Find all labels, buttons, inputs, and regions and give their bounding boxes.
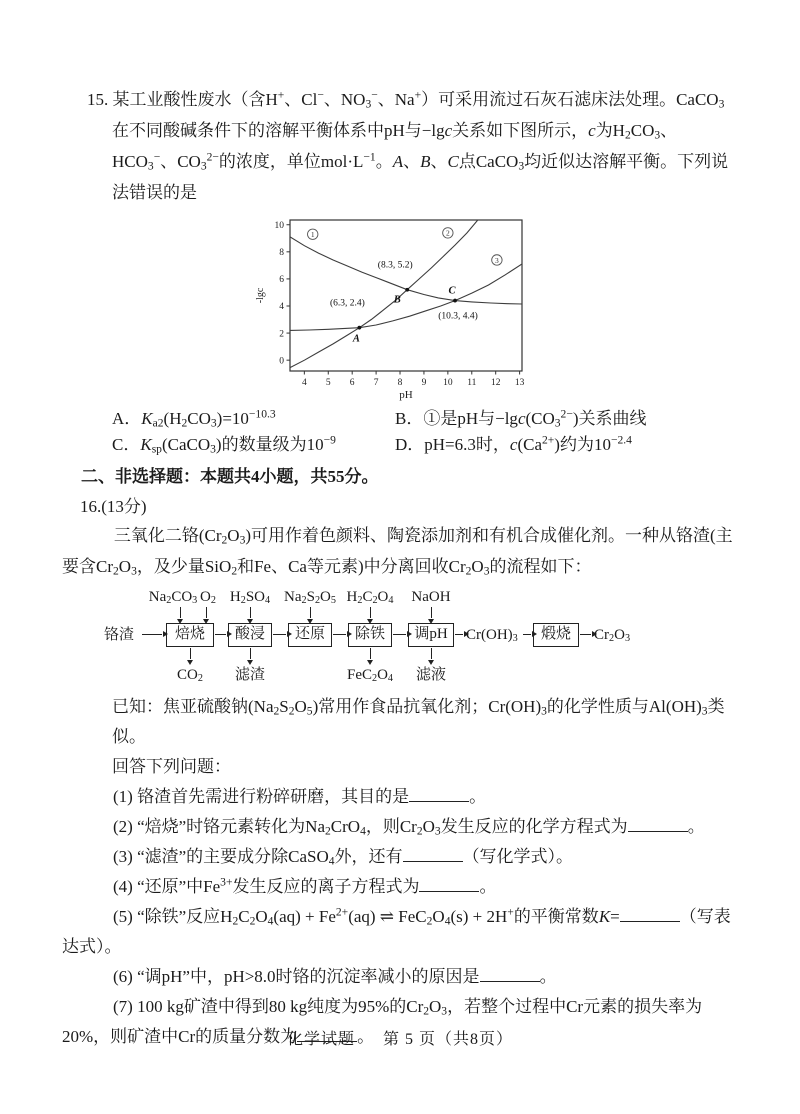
svg-text:0: 0: [279, 356, 284, 367]
flow-intermediate-label: $Cr(OH)_3$: [466, 627, 518, 645]
svg-text:6: 6: [349, 378, 355, 388]
flow-step-calcination: 煅烧: [533, 623, 579, 647]
flow-right-arrow: [215, 634, 226, 635]
svg-text:10: 10: [443, 378, 453, 388]
svg-text:(8.3, 5.2): (8.3, 5.2): [377, 260, 413, 271]
svg-text:pH: pH: [399, 389, 413, 401]
svg-text:A: A: [352, 333, 360, 345]
option-c: C．$K_{sp}(CaCO_3)$的数量级为$10^{-9}$: [112, 433, 336, 456]
svg-text:B: B: [393, 294, 401, 306]
svg-text:6: 6: [279, 275, 284, 286]
page-footer: [0, 1026, 800, 1049]
flow-reagent-na2s2o5: $Na_2S_2O_5$: [284, 589, 336, 607]
svg-text:13: 13: [514, 378, 525, 388]
svg-text:4: 4: [279, 302, 284, 313]
flow-input-label: 铬渣: [104, 627, 135, 643]
svg-text:11: 11: [467, 378, 477, 388]
flow-step-iron-removal: 除铁: [348, 623, 392, 647]
flow-down-arrow: [370, 607, 371, 618]
section-2-header: 二、非选择题：本题共4小题，共55分。: [81, 467, 379, 486]
flow-step-acid-leach: 酸浸: [228, 623, 272, 647]
flow-step-reduction: 还原: [288, 623, 332, 647]
flow-down-arrow: [431, 648, 432, 659]
svg-text:4: 4: [301, 378, 307, 388]
flow-byproduct-residue: 滤渣: [234, 667, 266, 683]
flow-byproduct-filtrate: 滤液: [415, 667, 447, 683]
flow-down-arrow: [180, 607, 181, 618]
svg-text:7: 7: [373, 378, 379, 388]
answer-prompt: 回答下列问题：: [112, 757, 231, 776]
flow-reagent-na2co3: $Na_2CO_3$: [148, 589, 198, 607]
svg-text:(6.3, 2.4): (6.3, 2.4): [329, 298, 365, 309]
flow-reagent-h2c2o4: $H_2C_2O_4$: [346, 589, 394, 607]
sub-question-2: (2) “焙烧”时铬元素转化为$Na_2CrO_4$，则$Cr_2O_3$发生反应的化学方程式为 。: [62, 812, 740, 842]
svg-text:C: C: [448, 285, 456, 297]
option-a: A．$K_{a2}(H_2CO_3)=10^{-10.3}$: [112, 407, 276, 430]
flow-down-arrow: [310, 607, 311, 618]
sub-question-1: (1) 铬渣首先需进行粉碎研磨，其目的是 。: [62, 782, 740, 812]
sub-question-6: (6) “调pH”中，pH>8.0时铬的沉淀率减小的原因是 。: [62, 962, 740, 992]
flow-reagent-h2so4: $H_2SO_4$: [229, 589, 271, 607]
flow-right-arrow: [273, 634, 286, 635]
flow-product-label: $Cr_2O_3$: [594, 627, 631, 645]
svg-text:12: 12: [490, 378, 501, 388]
svg-text:2: 2: [445, 228, 450, 238]
flow-down-arrow: [190, 648, 191, 659]
flow-down-arrow: [370, 648, 371, 659]
flow-down-arrow: [250, 648, 251, 659]
svg-text:8: 8: [397, 378, 403, 388]
question-15-stem: 15. 某工业酸性废水（含H+、Cl−、$NO_3^-$、Na+）可采用流过石灰石滤床法处理。CaCO$_3$在不同酸碱条件下的溶解平衡体系中pH与−lgc关系如下图所示，c为$H_2CO_3$、$HCO_3^-$、$CO_3^{2-}$的浓度，单位$mol\cdot L^{-1}$。A、B、C点CaCO$_3$均近似达溶解平衡。下列说法错误的是: [87, 88, 729, 202]
flow-step-adjust-ph: 调pH: [408, 623, 454, 647]
flow-right-arrow: [393, 634, 406, 635]
flow-byproduct-fec2o4: $FeC_2O_4$: [346, 667, 394, 685]
svg-text:8: 8: [279, 248, 284, 259]
flow-reagent-o2: $O_2$: [200, 589, 216, 607]
flow-reagent-naoh: NaOH: [411, 589, 451, 605]
sub-question-3: (3) “滤渣”的主要成分除CaSO$_4$外，还有 （写化学式）。: [62, 842, 740, 872]
question-16-number: 16.(13分): [80, 497, 147, 516]
svg-text:3: 3: [495, 255, 499, 265]
svg-text:(10.3, 4.4): (10.3, 4.4): [438, 311, 478, 322]
svg-text:2: 2: [279, 329, 284, 340]
flow-right-arrow: [523, 634, 531, 635]
known-info: 已知：焦亚硫酸钠$(Na_2S_2O_5)$常用作食品抗氧化剂；$Cr(OH)_3$的化学性质与$Al(OH)_3$类似。: [112, 697, 725, 746]
option-b: B．①是pH与$-\lg c(CO_3^{2-})$关系曲线: [395, 407, 647, 430]
option-d: D．pH=6.3时，$c(Ca^{2+})$约为$10^{-2.4}$: [395, 433, 632, 454]
question-15-options: [0, 402, 800, 457]
flow-down-arrow: [250, 607, 251, 618]
flow-right-arrow: [142, 634, 162, 635]
flow-step-roasting: 焙烧: [166, 623, 214, 647]
svg-text:9: 9: [421, 378, 427, 388]
footer-page-info: 第 5 页（共8页）: [383, 1031, 514, 1048]
flow-right-arrow: [580, 634, 591, 635]
chart-canvas: [250, 210, 534, 402]
sub-question-4: (4) “还原”中$Fe^{3+}$发生反应的离子方程式为 。: [113, 875, 497, 896]
svg-text:1: 1: [310, 230, 315, 240]
flow-right-arrow: [333, 634, 346, 635]
process-flow-diagram: [58, 586, 768, 688]
flow-down-arrow: [431, 607, 432, 618]
flow-right-arrow: [455, 634, 463, 635]
flow-byproduct-co2: $CO_2$: [177, 667, 203, 685]
svg-text:-lgc: -lgc: [255, 287, 266, 304]
svg-text:10: 10: [274, 220, 284, 231]
sub-question-5: (5) “除铁”反应$H_2C_2O_4(aq) + Fe^{2+}(aq)$ ⇌ $FeC_2O_4(s) + 2H^+$的平衡常数K= （写表达式）。: [62, 905, 731, 956]
ph-lgc-chart: [250, 210, 534, 402]
sub-question-7: (7) 100 kg矿渣中得到80 kg纯度为95%的$Cr_2O_3$，若整个过程中Cr元素的损失率为20%，则矿渣中Cr的质量分数为 。: [62, 997, 703, 1046]
question-16-body: [0, 690, 800, 1052]
svg-text:5: 5: [325, 378, 331, 388]
flow-down-arrow: [206, 607, 207, 618]
question-16-intro: 三氧化二铬$(Cr_2O_3)$可用作着色颜料、陶瓷添加剂和有机合成催化剂。一种从铬渣(主要含$Cr_2O_3$，及少量SiO$_2$和Fe、Ca等元素)中分离回收$Cr_2O_3$的流程如下：: [62, 526, 733, 578]
footer-doc-title: 化学试题: [286, 1031, 355, 1048]
